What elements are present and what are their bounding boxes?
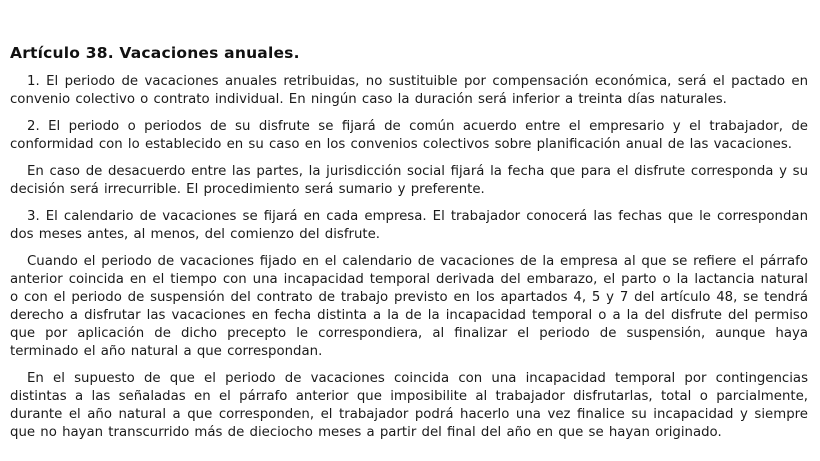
paragraph-3: En caso de desacuerdo entre las partes, la jurisdicción social fijará la fecha que para el disfrute corresponda y su decisión será irrecurrible. El procedimiento será sumario y preferente. [10,164,808,197]
article-heading: Artículo 38. Vacaciones anuales. [10,44,300,62]
paragraph-6: En el supuesto de que el periodo de vacaciones coincida con una incapacidad temporal por contingencias distintas a las señaladas en el párrafo anterior que imposibilite al trabajador disfrutarlas, total o parcialmente, durante el año natural a que corresponden, el trabajador podrá hacerlo una vez finalice su incapacidad y siempre que no hayan transcurrido más de dieciocho meses a partir del final del año en que se hayan originado. [10,371,808,440]
paragraph-1: 1. El periodo de vacaciones anuales retribuidas, no sustituible por compensación económica, será el pactado en convenio colectivo o contrato individual. En ningún caso la duración será inferior a treinta días naturales. [10,74,808,107]
paragraph-2: 2. El periodo o periodos de su disfrute se fijará de común acuerdo entre el empresario y el trabajador, de conformidad con lo establecido en su caso en los convenios colectivos sobre planificación anual de las vacaciones. [10,119,808,152]
paragraph-4: 3. El calendario de vacaciones se fijará en cada empresa. El trabajador conocerá las fechas que le correspondan dos meses antes, al menos, del comienzo del disfrute. [10,209,808,242]
paragraph-5: Cuando el periodo de vacaciones fijado en el calendario de vacaciones de la empresa al que se refiere el párrafo anterior coincida en el tiempo con una incapacidad temporal derivada del embarazo, el parto o la lactancia natural o con el periodo de suspensión del contrato de trabajo previsto en los apartados 4, 5 y 7 del artículo 48, se tendrá derecho a disfrutar las vacaciones en fecha distinta a la de la incapacidad temporal o a la del disfrute del permiso que por aplicación de dicho precepto le correspondiera, al finalizar el periodo de suspensión, aunque haya terminado el año natural a que correspondan. [10,254,808,359]
